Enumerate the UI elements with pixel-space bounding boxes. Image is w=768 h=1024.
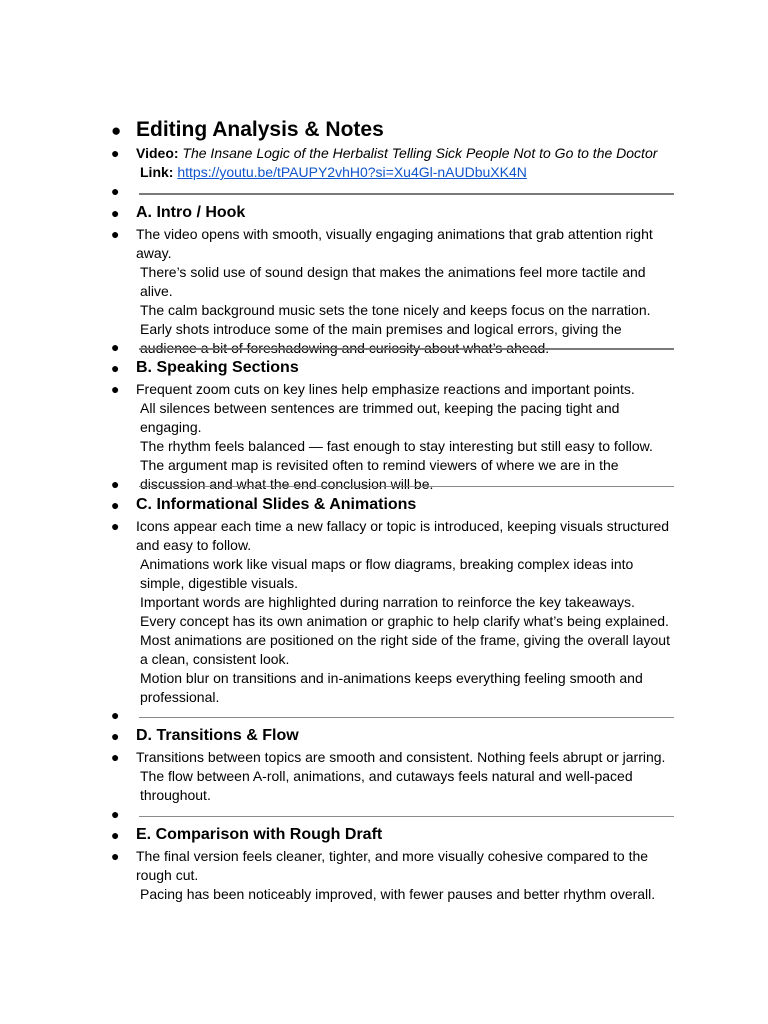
bullet-icon: ● [111,226,120,242]
bullet-icon: ● [111,205,120,221]
link-line [136,163,681,182]
body-line: Early shots introduce some of the main premises and logical errors, giving the audience a bit of foreshadowing and curiosity about what’s ahead. [140,321,622,356]
page-title: Editing Analysis & Notes [136,118,384,141]
body-line: Every concept has its own animation or graphic to help clarify what’s being explained. [140,613,669,629]
section-heading: E. Comparison with Rough Draft [136,826,383,843]
bullet-icon: ● [111,497,120,513]
bullet-icon: ● [111,360,120,376]
body-line: All silences between sentences are trimmed out, keeping the pacing tight and engaging. [140,400,620,435]
body-line: There’s solid use of sound design that makes the animations feel more tactile and alive. [140,264,646,299]
section-body-text [136,847,681,904]
body-line: Transitions between topics are smooth and consistent. Nothing feels abrupt or jarring. [136,749,666,765]
bullet-icon: ● [111,381,120,397]
body-line: Pacing has been noticeably improved, with fewer pauses and better rhythm overall. [140,886,656,902]
body-line: The final version feels cleaner, tighter, and more visually cohesive compared to the rough cut. [136,848,649,883]
bullet-icon: ● [111,145,120,161]
video-line [136,144,681,163]
section-body-text [136,380,681,494]
section-heading: A. Intro / Hook [136,204,246,221]
video-title: The Insane Logic of the Herbalist Telling Sick People Not to Go to the Doctor [182,145,658,161]
body-line: Icons appear each time a new fallacy or topic is introduced, keeping visuals structured and easy to follow. [136,518,670,553]
body-line: Important words are highlighted during narration to reinforce the key takeaways. [140,594,635,610]
body-line: Animations work like visual maps or flow diagrams, breaking complex ideas into simple, digestible visuals. [140,556,634,591]
bullet-icon: ● [111,749,120,765]
bullet-icon: ● [111,728,120,744]
bullet-icon: ● [111,806,120,822]
bullet-icon: ● [111,339,120,355]
section-heading: C. Informational Slides & Animations [136,496,417,513]
body-line: Frequent zoom cuts on key lines help emphasize reactions and important points. [136,381,635,397]
video-link[interactable]: https://youtu.be/tPAUPY2vhH0?si=Xu4Gl-nAUDbuXK4N [177,164,527,180]
video-meta [136,144,681,182]
bullet-icon: ● [111,476,120,492]
body-line: Motion blur on transitions and in-animations keeps everything feeling smooth and professional. [140,670,643,705]
bullet-icon: ● [111,183,120,199]
video-label: Video: [136,145,179,161]
bullet-icon: ● [111,121,122,140]
body-line: The video opens with smooth, visually engaging animations that grab attention right away. [136,226,653,261]
section-body-text [136,517,681,707]
bullet-icon: ● [111,518,120,534]
horizontal-rule [139,348,674,350]
horizontal-rule [139,816,674,817]
bullet-icon: ● [111,848,120,864]
section-body-text [136,748,681,805]
body-line: Most animations are positioned on the right side of the frame, giving the overall layout a clean, consistent look. [140,632,670,667]
link-label: Link: [140,164,174,180]
horizontal-rule [139,193,674,195]
bullet-icon: ● [111,827,120,843]
bullet-icon: ● [111,707,120,723]
horizontal-rule [139,717,674,718]
section-body-text [136,225,681,358]
section-heading: D. Transitions & Flow [136,727,299,744]
body-line: The flow between A-roll, animations, and cutaways feels natural and well-paced throughout. [140,768,633,803]
horizontal-rule [139,486,674,487]
body-line: The argument map is revisited often to remind viewers of where we are in the discussion and what the end conclusion will be. [140,457,619,492]
section-heading: B. Speaking Sections [136,359,299,376]
body-line: The rhythm feels balanced — fast enough to stay interesting but still easy to follow. [140,438,653,454]
body-line: The calm background music sets the tone nicely and keeps focus on the narration. [140,302,651,318]
